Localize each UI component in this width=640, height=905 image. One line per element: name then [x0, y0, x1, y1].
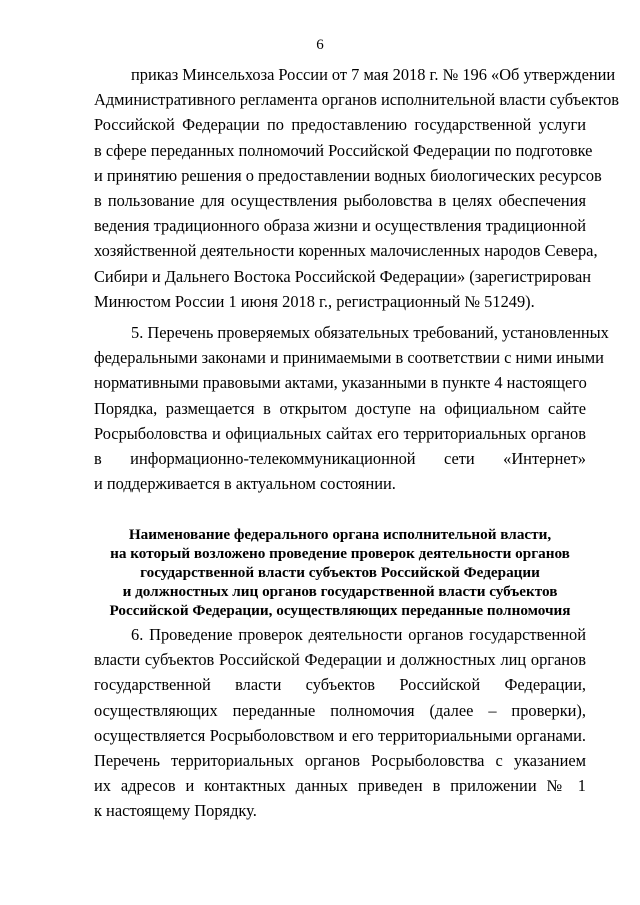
section-heading [60, 525, 620, 620]
text-line: хозяйственной деятельности коренных малочисленных народов Севера, [94, 241, 598, 261]
paragraph-continuation [94, 62, 620, 314]
text-line: к настоящему Порядку. [94, 801, 257, 821]
heading-line: и должностных лиц органов государственной власти субъектов [122, 583, 558, 600]
paragraph-5 [94, 320, 609, 496]
text-line: в пользование для осуществления рыболовства в целях обеспечения [94, 190, 586, 210]
heading-line: на который возложено проведение проверок деятельности органов [110, 545, 570, 562]
text-line: власти субъектов Российской Федерации и должностных лиц органов [94, 650, 586, 670]
text-line: Перечень территориальных органов Росрыболовства с указанием [94, 750, 586, 770]
text-line: 5. Перечень проверяемых обязательных требований, установленных [131, 323, 609, 342]
text-line: осуществляется Росрыболовством и его территориальными органами. [94, 725, 586, 745]
text-line: нормативными правовыми актами, указанными в пункте 4 настоящего [94, 373, 587, 393]
heading-line: Российской Федерации, осуществляющих переданные полномочия [109, 602, 571, 619]
text-line: Административного регламента органов исполнительной власти субъектов [94, 90, 620, 110]
text-line: государственной власти субъектов Российской Федерации, [94, 675, 586, 695]
text-line: и поддерживается в актуальном состоянии. [94, 474, 396, 494]
text-line: 6. Проведение проверок деятельности органов государственной [131, 625, 586, 644]
text-line: в сфере переданных полномочий Российской Федерации по подготовке [94, 140, 593, 160]
text-line: осуществляющих переданные полномочия (далее – проверки), [94, 700, 586, 720]
text-line: Российской Федерации по предоставлению государственной услуги [94, 115, 586, 135]
heading-line: государственной власти субъектов Российской Федерации [140, 564, 540, 581]
text-line: Сибири и Дальнего Востока Российской Федерации» (зарегистрирован [94, 266, 592, 286]
text-line: федеральными законами и принимаемыми в соответствии с ними иными [94, 348, 604, 368]
text-line: Порядка, размещается в открытом доступе на официальном сайте [94, 398, 586, 418]
heading-line: Наименование федерального органа исполнительной власти, [128, 526, 552, 543]
text-line: ведения традиционного образа жизни и осуществления традиционной [94, 216, 586, 236]
text-line: и принятию решения о предоставлении водных биологических ресурсов [94, 165, 602, 185]
text-line: Минюстом России 1 июня 2018 г., регистрационный № 51249). [94, 291, 535, 311]
text-line: Росрыболовства и официальных сайтах его территориальных органов [94, 423, 586, 443]
text-line: в информационно-телекоммуникационной сети «Интернет» [94, 448, 586, 468]
text-line: их адресов и контактных данных приведен в приложении № 1 [94, 776, 586, 796]
page-number: 6 [316, 37, 324, 53]
paragraph-6 [94, 622, 586, 824]
text-line: приказ Минсельхоза России от 7 мая 2018 г. № 196 «Об утверждении [131, 65, 616, 84]
